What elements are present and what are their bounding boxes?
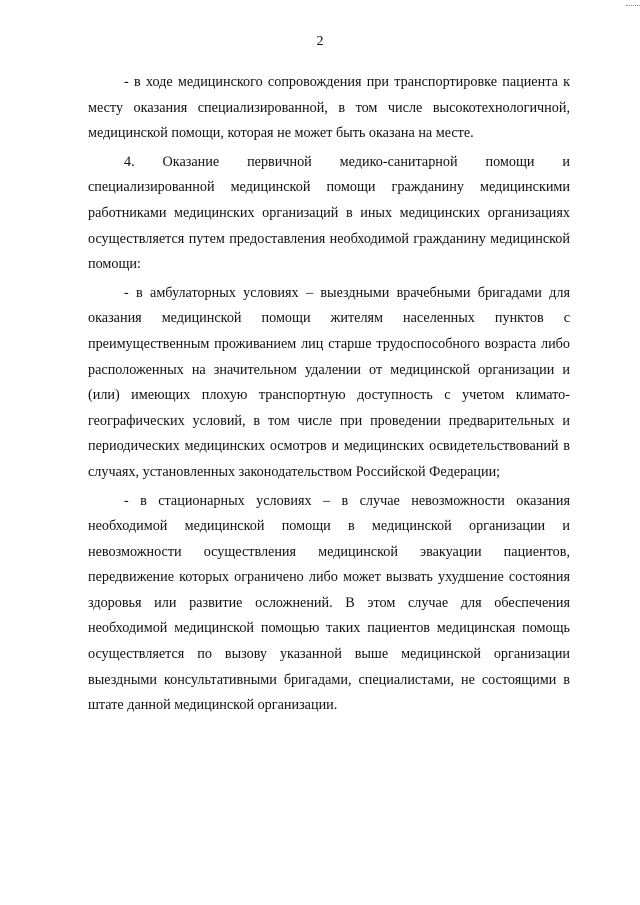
paragraph-inpatient: - в стационарных условиях – в случае невозможности оказания необходимой медицинской помощи в медицинской организации и невозможности осуществления медицинской эвакуации пациентов, передвижение которых ограничено либо может вызвать ухудшение состояния здоровья или развитие осложнений. В этом случае для обеспечения необходимой медицинской помощью таких пациентов медицинская помощь осуществляется по вызову указанной выше медицинской организации выездными консультативными бригадами, специалистами, не состоящими в штате данной медицинской организации. xyxy=(88,492,570,714)
paragraph-item-4: 4. Оказание первичной медико-санитарной помощи и специализированной медицинской помощи гражданину медицинскими работниками медицинских организаций в иных медицинских организациях осуществляется путем предоставления необходимой гражданину медицинской помощи: xyxy=(88,153,570,273)
paragraph-transport: - в ходе медицинского сопровождения при транспортировке пациента к месту оказания специализированной, в том числе высокотехнологичной, медицинской помощи, которая не может быть оказана на месте. xyxy=(88,74,570,142)
paragraph-outpatient: - в амбулаторных условиях – выездными врачебными бригадами для оказания медицинской помощи жителям населенных пунктов с преимущественным проживанием лиц старше трудоспособного возраста либо расположенных на значительном удалении от медицинской организации и (или) имеющих плохую транспортную доступность с учетом климато-географических условий, в том числе при проведении предварительных и периодических медицинских осмотров и медицинских освидетельствований в случаях, установленных законодательством Российской Федерации; xyxy=(88,284,570,480)
corner-mark xyxy=(626,0,640,6)
document-body xyxy=(88,70,570,719)
page-number: 2 xyxy=(316,34,324,49)
